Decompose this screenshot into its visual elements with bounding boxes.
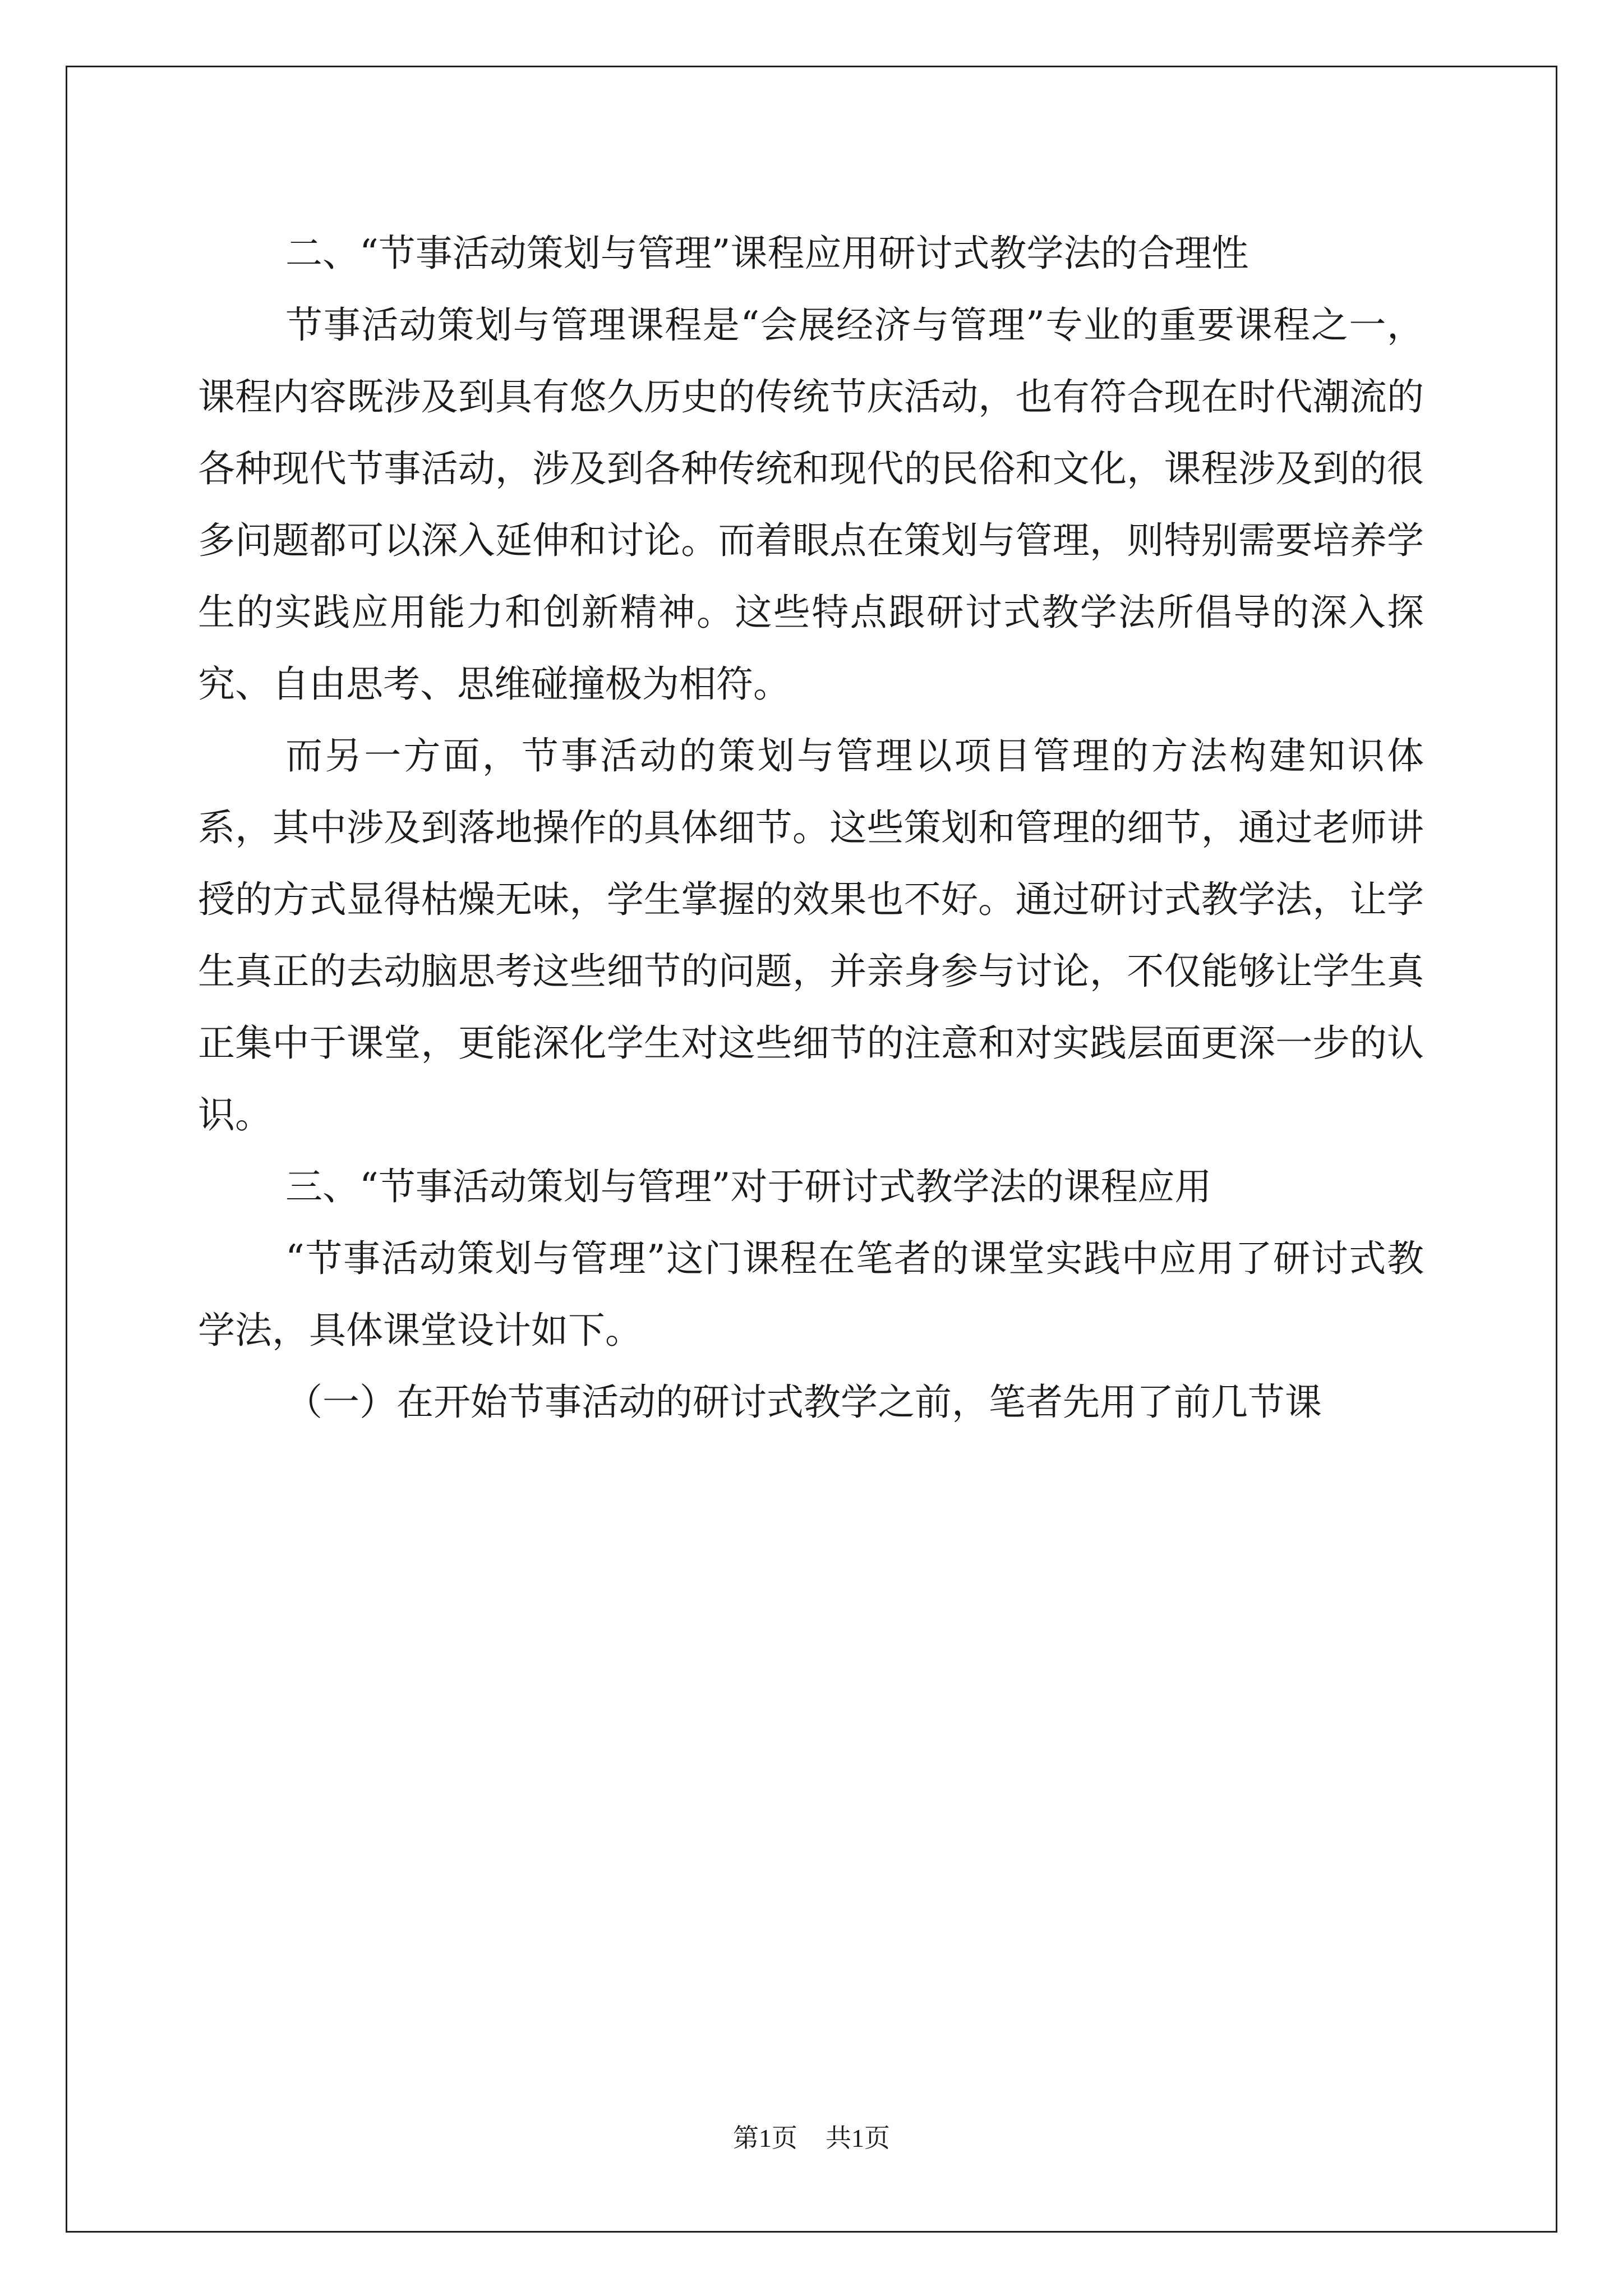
document-body: [198, 218, 1424, 1438]
paragraph-course-design: “节事活动策划与管理”这门课程在笔者的课堂实践中应用了研讨式教学法，具体课堂设计如下。: [198, 1237, 1424, 1352]
page-total: 共1页: [826, 2124, 890, 2152]
section-heading-3: 三、“节事活动策划与管理”对于研讨式教学法的课程应用: [285, 1165, 1212, 1208]
paragraph-project-management: 而另一方面，节事活动的策划与管理以项目管理的方法构建知识体系，其中涉及到落地操作的具体细节。这些策划和管理的细节，通过老师讲授的方式显得枯燥无味，学生掌握的效果也不好。通过研讨式教学法，让学生真正的去动脑思考这些细节的问题，并亲身参与讨论，不仅能够让学生真正集中于课堂，更能深化学生对这些细节的注意和对实践层面更深一步的认识。: [198, 734, 1424, 1137]
section-heading-2: 二、“节事活动策划与管理”课程应用研讨式教学法的合理性: [285, 232, 1249, 275]
paragraph-course-rationale: 节事活动策划与管理课程是“会展经济与管理”专业的重要课程之一，课程内容既涉及到具有悠久历史的传统节庆活动，也有符合现在时代潮流的各种现代节事活动，涉及到各种传统和现代的民俗和文化，课程涉及到的很多问题都可以深入延伸和讨论。而着眼点在策划与管理，则特别需要培养学生的实践应用能力和创新精神。这些特点跟研讨式教学法所倡导的深入探究、自由思考、思维碰撞极为相符。: [198, 303, 1424, 706]
page-number: 第1页: [733, 2124, 797, 2152]
page-footer: [0, 2122, 1623, 2155]
paragraph-step-one: （一）在开始节事活动的研讨式教学之前，笔者先用了前几节课: [285, 1381, 1322, 1424]
